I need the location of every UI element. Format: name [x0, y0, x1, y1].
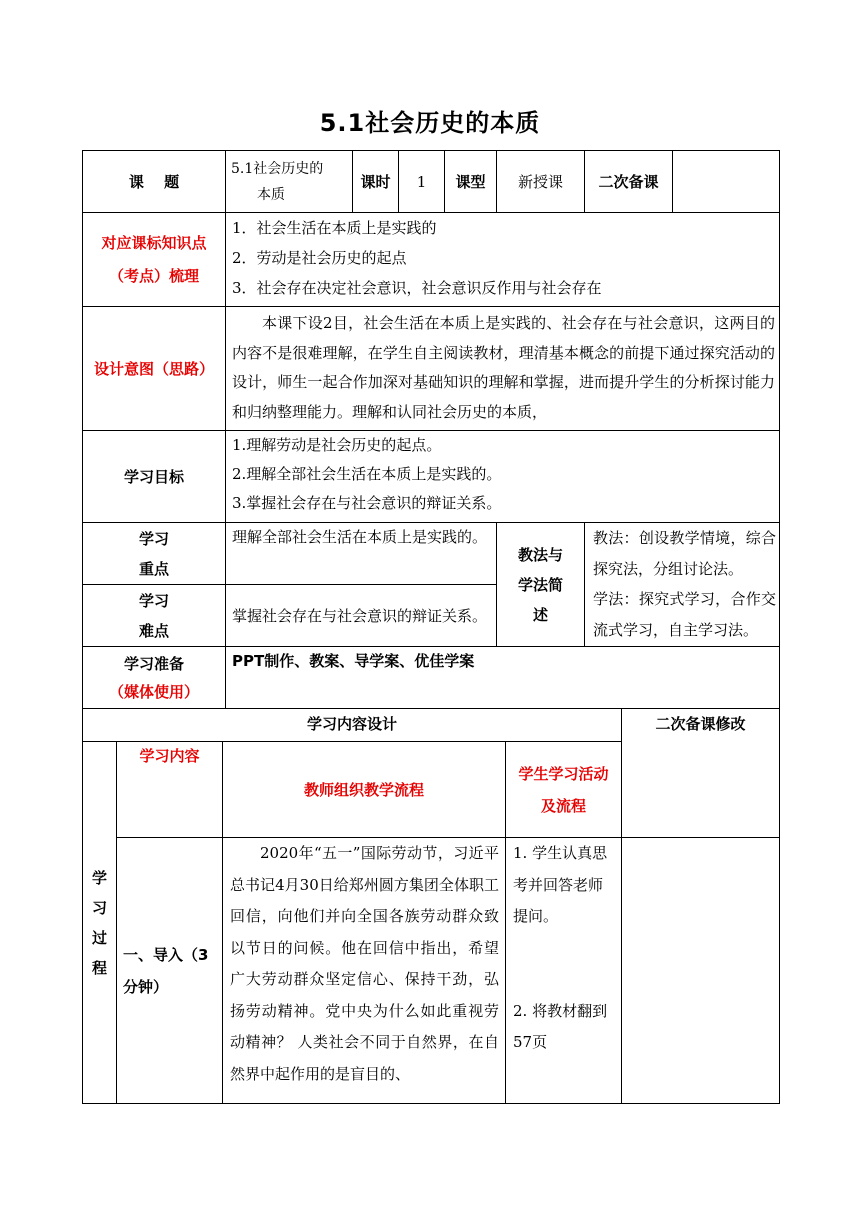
ke-ti-value-line-2: 本质: [257, 186, 285, 203]
knowledge-item: 1．社会生活在本质上是实践的: [232, 219, 437, 237]
col-student-header-line-1: 学生学习活动: [518, 764, 609, 783]
goals-label: 学习目标: [83, 431, 226, 523]
prep-label: [83, 647, 226, 709]
col-content-header: 学习内容: [117, 742, 223, 838]
design-label: 设计意图（思路）: [83, 307, 226, 431]
col-student-header: [506, 742, 622, 838]
ke-ti-value: [226, 151, 353, 213]
ke-ti-value-line-1: 5.1社会历史的: [231, 160, 324, 177]
methods-learning: 学法：探究式学习，合作交流式学习，自主学习法。: [593, 590, 776, 639]
col-teacher-header: 教师组织教学流程: [223, 742, 506, 838]
knowledge-item: 2．劳动是社会历史的起点: [232, 249, 407, 267]
intro-student-step-2: 2. 将教材翻到57页: [513, 1001, 608, 1051]
methods-label-line-1: 教法与: [517, 545, 563, 564]
kexing-value: 新授课: [497, 151, 585, 213]
intro-content: [117, 838, 223, 1104]
keshi-value: 1: [399, 151, 445, 213]
key-points-label: [83, 523, 226, 585]
lesson-info-table: [82, 150, 780, 709]
intro-revision: [622, 838, 780, 1104]
knowledge-item: 3．社会存在决定社会意识，社会意识反作用与社会存在: [232, 279, 602, 297]
difficulties-label-line-2: 难点: [138, 621, 169, 640]
knowledge-label: [83, 213, 226, 307]
methods-teaching: 教法：创设教学情境，综合探究法，分组讨论法。: [593, 529, 776, 578]
goals-items: [226, 431, 780, 523]
design-text: 本课下设2目，社会生活在本质上是实践的、社会存在与社会意识，这两目的内容不是很难理解，在学生自主阅读教材，理清基本概念的前提下通过探究活动的设计，师生一起合作加深对基础知识的理解和掌握，进而提升学生的分析探讨能力和归纳整理能力。理解和认同社会历史的本质，: [226, 307, 780, 431]
methods-label: [497, 523, 585, 647]
intro-content-line-1: 一、导入（3: [123, 945, 209, 964]
intro-student-step-1: 1. 学生认真思考并回答老师提问。: [513, 844, 608, 925]
difficulties-label-line-1: 学习: [138, 591, 169, 610]
intro-content-line-2: 分钟）: [123, 977, 169, 996]
process-label: [83, 742, 117, 1104]
prep-label-line-1: 学习准备: [123, 654, 184, 673]
content-design-table: [82, 708, 780, 1104]
process-char: 习: [91, 898, 107, 917]
goals-item: 1.理解劳动是社会历史的起点。: [232, 436, 442, 454]
goals-item: 3.掌握社会存在与社会意识的辩证关系。: [232, 494, 502, 512]
difficulties-label: [83, 585, 226, 647]
difficulties-text: 掌握社会存在与社会意识的辩证关系。: [226, 585, 497, 647]
prep-text: PPT制作、教案、导学案、优佳学案: [226, 647, 780, 709]
content-design-header: 学习内容设计: [83, 709, 622, 742]
revision-header: 二次备课修改: [622, 709, 780, 838]
key-points-label-line-1: 学习: [138, 529, 169, 548]
knowledge-items: [226, 213, 780, 307]
methods-text: [585, 523, 780, 647]
ke-ti-label: 课 题: [83, 151, 226, 213]
erci-label: 二次备课: [585, 151, 673, 213]
process-char: 程: [91, 958, 107, 977]
key-points-label-line-2: 重点: [138, 559, 169, 578]
process-char: 过: [91, 928, 107, 947]
goals-item: 2.理解全部社会生活在本质上是实践的。: [232, 465, 502, 483]
methods-label-line-2: 学法简: [517, 575, 563, 594]
knowledge-label-line-2: （考点）梳理: [108, 266, 199, 285]
prep-label-line-2: （媒体使用）: [108, 682, 199, 701]
knowledge-label-line-1: 对应课标知识点: [101, 233, 207, 252]
page-title: 5.1社会历史的本质: [319, 109, 541, 137]
methods-label-line-3: 述: [532, 605, 548, 624]
key-points-text: 理解全部社会生活在本质上是实践的。: [226, 523, 497, 585]
erci-value: [673, 151, 780, 213]
intro-student: [506, 838, 622, 1104]
intro-teacher-text: 2020年“五一”国际劳动节，习近平总书记4月30日给郑州圆方集团全体职工回信，向他们并向全国各族劳动群众致以节日的问候。他在回信中指出，希望广大劳动群众坚定信心、保持干劲，弘扬劳动精神。党中央为什么如此重视劳动精神？ 人类社会不同于自然界，在自然界中起作用的是盲目的、: [223, 838, 506, 1104]
col-student-header-line-2: 及流程: [541, 796, 587, 815]
kexing-label: 课型: [445, 151, 497, 213]
process-char: 学: [91, 868, 107, 887]
keshi-label: 课时: [353, 151, 399, 213]
